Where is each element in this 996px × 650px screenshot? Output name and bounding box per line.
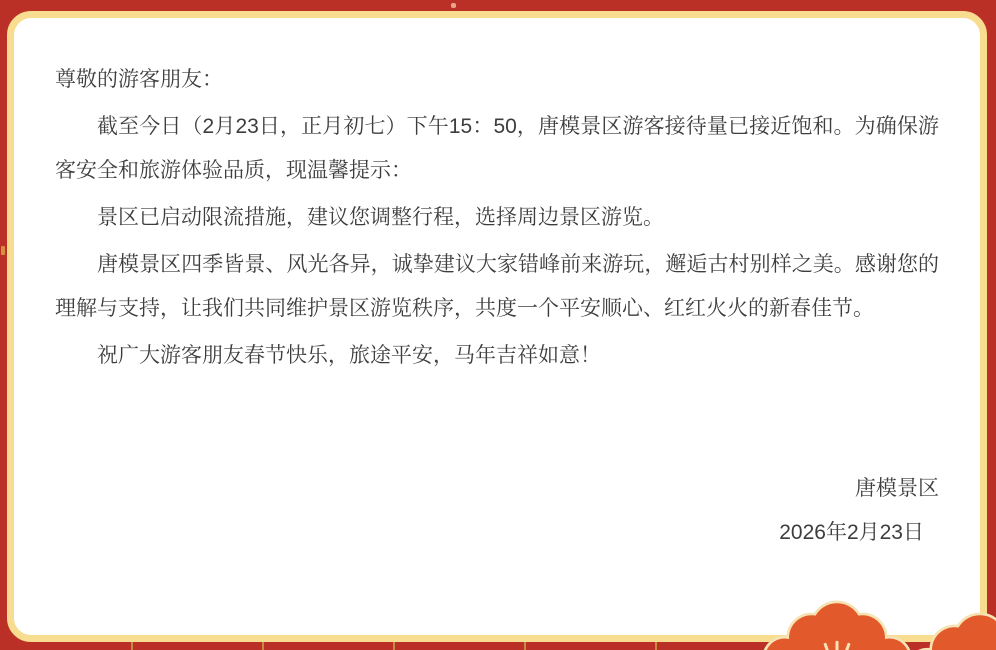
signature-name: 唐模景区 (855, 477, 939, 500)
bottom-strip-tick (393, 642, 395, 650)
salutation: 尊敬的游客朋友： (55, 68, 223, 91)
notice-paragraph: 景区已启动限流措施，建议您调整行程，选择周边景区游览。 (97, 206, 664, 229)
pattern-fragment (1, 246, 5, 255)
bottom-strip-tick (655, 642, 657, 650)
plum-blossom-icon (905, 606, 996, 650)
notice-paragraph: 截至今日（2月23日，正月初七）下午15：50，唐模景区游客接待量已接近饱和。为确保游客安全和旅游体验品质，现温馨提示： (55, 115, 939, 182)
notice-paragraph: 祝广大游客朋友春节快乐，旅途平安，马年吉祥如意！ (97, 344, 601, 367)
signature-date: 2026年2月23日 (779, 521, 924, 544)
bottom-strip-tick (262, 642, 264, 650)
bottom-strip-tick (524, 642, 526, 650)
signature-block (55, 467, 939, 555)
notice-body (28, 36, 964, 620)
notice-card (7, 11, 987, 642)
notice-paragraph: 唐模景区四季皆景、风光各异，诚挚建议大家错峰前来游玩，邂逅古村别样之美。感谢您的理解与支持，让我们共同维护景区游览秩序，共度一个平安顺心、红红火火的新春佳节。 (55, 253, 939, 320)
pattern-fragment (451, 3, 456, 8)
plum-blossom-icon (762, 594, 912, 650)
bottom-strip-tick (131, 642, 133, 650)
